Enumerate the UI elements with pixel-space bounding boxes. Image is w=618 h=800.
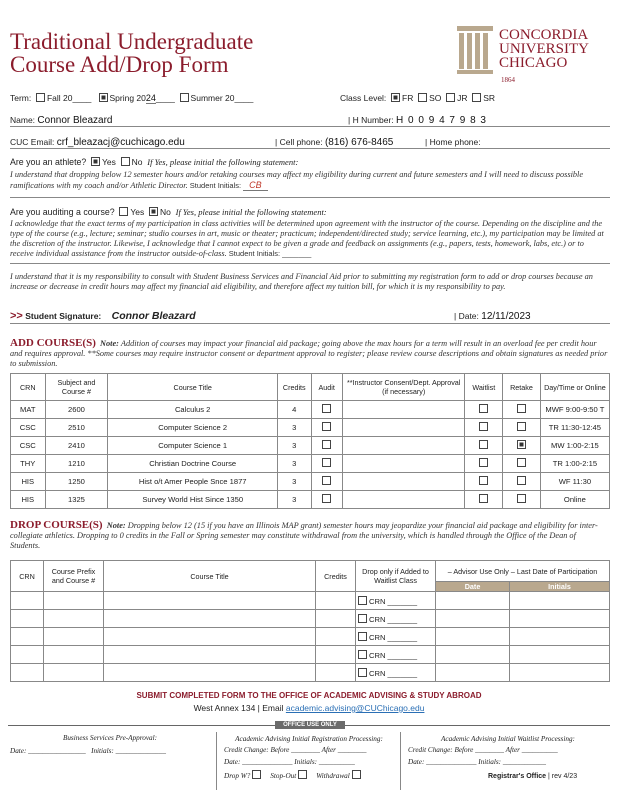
crn-cell[interactable]	[11, 610, 44, 628]
waitlist-checkbox[interactable]	[479, 494, 488, 503]
waitlist-processing-block: Academic Advising Initial Waitlist Processing: Credit Change: Before ________ After __________ Date: ______________ Initials: ____________	[408, 735, 575, 766]
signature-date[interactable]: 12/11/2023	[481, 311, 531, 322]
course-number-cell[interactable]	[44, 646, 104, 664]
course-number-cell[interactable]	[44, 610, 104, 628]
retake-cell[interactable]	[503, 491, 541, 509]
cell-value[interactable]: (816) 676-8465	[324, 137, 394, 148]
table-row	[11, 610, 610, 628]
course-number-cell[interactable]: 1210	[45, 455, 108, 473]
crn-cell[interactable]: THY	[11, 455, 46, 473]
course-number-cell[interactable]: 1325	[45, 491, 108, 509]
credits-cell[interactable]: 3	[278, 437, 312, 455]
course-title-cell[interactable]: Hist o/t Amer People Snce 1877	[108, 473, 278, 491]
athlete-yes-checkbox[interactable]	[91, 157, 100, 166]
table-row	[11, 646, 610, 664]
credits-cell[interactable]: 3	[278, 491, 312, 509]
crn-cell[interactable]: CSC	[11, 419, 46, 437]
retake-checkbox[interactable]	[517, 440, 526, 449]
waitlist-checkbox[interactable]	[479, 422, 488, 431]
credits-cell[interactable]: 3	[278, 455, 312, 473]
crn-cell[interactable]: HIS	[11, 473, 46, 491]
audit-cell[interactable]	[311, 419, 342, 437]
summer-checkbox[interactable]	[180, 93, 189, 102]
waitlist-drop-cell[interactable]	[356, 664, 436, 682]
registration-processing-block: Academic Advising Initial Registration Processing: Credit Change: Before ________ After ________ Date: ______________ Initials: __________ Drop W? Stop-Out Withdrawal	[224, 735, 383, 780]
approval-cell[interactable]	[342, 401, 465, 419]
fall-checkbox[interactable]	[36, 93, 45, 102]
waitlist-cell[interactable]	[465, 473, 503, 491]
signature-row: >> Student Signature: Connor Bleazard | Date: 12/11/2023	[10, 310, 610, 324]
crn-cell[interactable]: HIS	[11, 491, 46, 509]
day-time-cell[interactable]: TR 11:30-12:45	[540, 419, 609, 437]
h-number-value[interactable]: H 0 0 9 4 7 9 8 3	[396, 115, 487, 126]
table-row	[11, 437, 610, 455]
course-title-cell[interactable]: Computer Science 2	[108, 419, 278, 437]
divider	[10, 263, 610, 264]
athlete-question: Are you an athlete? Yes No If Yes, please initial the following statement:	[10, 157, 299, 167]
name-field: Name: Connor Bleazard	[10, 115, 113, 126]
office-use-banner: OFFICE USE ONLY	[275, 721, 345, 729]
waitlist-drop-cell[interactable]	[356, 646, 436, 664]
course-title-cell[interactable]: Christian Doctrine Course	[108, 455, 278, 473]
advisor-initials-cell[interactable]	[510, 592, 610, 610]
crn-cell[interactable]: MAT	[11, 401, 46, 419]
jr-checkbox[interactable]	[446, 93, 455, 102]
course-title-cell[interactable]	[104, 628, 316, 646]
fr-checkbox[interactable]	[391, 93, 400, 102]
waitlist-checkbox[interactable]	[479, 458, 488, 467]
university-logo: CONCORDIA UNIVERSITY CHICAGO 1864	[455, 24, 605, 84]
athlete-statement: I understand that dropping below 12 semester hours and/or retaking courses may affect my eligibility during current and future semesters and I will need to discuss possible ramifications with my coach and/or Athletic Director. Student Initials: CB	[10, 170, 584, 190]
divider	[10, 197, 610, 198]
table-row	[11, 473, 610, 491]
credits-cell[interactable]: 3	[278, 419, 312, 437]
waitlist-cell[interactable]	[465, 401, 503, 419]
credits-cell[interactable]: 4	[278, 401, 312, 419]
course-title-cell[interactable]: Calculus 2	[108, 401, 278, 419]
waitlist-cell[interactable]	[465, 419, 503, 437]
audit-cell[interactable]	[311, 491, 342, 509]
crn-cell[interactable]	[11, 592, 44, 610]
waitlist-drop-checkbox[interactable]	[358, 668, 367, 677]
divider	[400, 732, 401, 790]
retake-cell[interactable]	[503, 419, 541, 437]
advisor-date-cell[interactable]	[436, 628, 510, 646]
credits-cell[interactable]: 3	[278, 473, 312, 491]
audit-cell[interactable]	[311, 473, 342, 491]
athlete-initials[interactable]: CB	[243, 180, 268, 191]
audit-checkbox[interactable]	[322, 404, 331, 413]
auditing-statement: I acknowledge that the exact terms of my participation in class activities will be determined upon agreement with the instructor of the course. Depending on the discipline and the type of the course (e.g., lecture; seminar; studio courses in art, music or theater; practicum; independent/directed study; service learning, etc.), my participation may be limited at the discretion of the instructor. Likewise, I acknowledge that I cannot expect to be given a grade and feedback on assignments (e.g., papers, tests, homework, labs, etc.) or to receive individual assistance from the instructor outside-of-class. Student Initials: _______	[10, 219, 604, 258]
name-value[interactable]: Connor Bleazard	[37, 115, 113, 126]
email-field: CUC Email: crf_bleazacj@cuchicago.edu	[10, 137, 185, 148]
athlete-no-checkbox[interactable]	[121, 157, 130, 166]
day-time-cell[interactable]: MWF 9:00-9:50 T	[540, 401, 609, 419]
drop-note: DROP COURSE(S) Note: Dropping below 12 (15 if you have an Illinois MAP grant) semester hours may jeopardize your financial aid package and eligibility for inter-collegiate athletics. Dropping to 0 credits in the Fall or Spring semester may constitute withdrawal from the university, which is handled through the Office of the Dean of Students.	[10, 519, 598, 550]
audit-checkbox[interactable]	[322, 440, 331, 449]
add-note: ADD COURSE(S) Note: Addition of courses may impact your financial aid package; going above the max hours for a term will result in an overload fee per credit hour and requires approval. **Some courses may require instructor consent or department approval to register; please review course descriptions and obtain signatures as needed prior to submission.	[10, 337, 608, 368]
waitlist-checkbox[interactable]	[479, 404, 488, 413]
credits-cell[interactable]	[316, 628, 356, 646]
course-number-cell[interactable]: 2510	[45, 419, 108, 437]
table-row	[11, 592, 610, 610]
submit-instruction: SUBMIT COMPLETED FORM TO THE OFFICE OF ACADEMIC ADVISING & STUDY ABROAD	[136, 691, 482, 700]
credits-cell[interactable]	[316, 610, 356, 628]
waitlist-cell[interactable]	[465, 437, 503, 455]
approval-cell[interactable]	[342, 419, 465, 437]
audit-no-checkbox[interactable]	[149, 207, 158, 216]
advisor-initials-cell[interactable]	[510, 610, 610, 628]
credits-cell[interactable]	[316, 592, 356, 610]
spring-checkbox[interactable]	[99, 93, 108, 102]
course-number-cell[interactable]: 2600	[45, 401, 108, 419]
add-table-body	[11, 401, 610, 509]
waitlist-crn-label: CRN _______	[369, 596, 418, 606]
divider	[10, 126, 610, 127]
retake-cell[interactable]	[503, 401, 541, 419]
table-row	[11, 628, 610, 646]
waitlist-drop-cell[interactable]	[356, 628, 436, 646]
course-number-cell[interactable]	[44, 592, 104, 610]
h-number-field: | H Number: H 0 0 9 4 7 9 8 3	[348, 115, 487, 126]
crn-cell[interactable]: CSC	[11, 437, 46, 455]
advisor-initials-cell[interactable]	[510, 628, 610, 646]
retake-cell[interactable]	[503, 455, 541, 473]
approval-cell[interactable]	[342, 491, 465, 509]
waitlist-drop-checkbox[interactable]	[358, 614, 367, 623]
retake-checkbox[interactable]	[517, 476, 526, 485]
audit-checkbox[interactable]	[322, 422, 331, 431]
course-title-cell[interactable]	[104, 610, 316, 628]
day-time-cell[interactable]: WF 11:30	[540, 473, 609, 491]
table-row	[11, 664, 610, 682]
day-time-cell[interactable]: MW 1:00-2:15	[540, 437, 609, 455]
day-time-cell[interactable]: Online	[540, 491, 609, 509]
business-services-block: Business Services Pre-Approval: Date: ________________ Initials: ______________	[10, 734, 166, 755]
waitlist-cell[interactable]	[465, 455, 503, 473]
retake-checkbox[interactable]	[517, 458, 526, 467]
course-title-cell[interactable]	[104, 592, 316, 610]
columns-logo-icon	[455, 26, 495, 76]
stop-out-checkbox[interactable]	[298, 770, 307, 779]
retake-checkbox[interactable]	[517, 422, 526, 431]
advising-email-link[interactable]: academic.advising@CUChicago.edu	[285, 703, 425, 713]
table-row	[11, 455, 610, 473]
approval-cell[interactable]	[342, 473, 465, 491]
crn-cell[interactable]	[11, 628, 44, 646]
waitlist-checkbox[interactable]	[479, 440, 488, 449]
table-row	[11, 419, 610, 437]
audit-checkbox[interactable]	[322, 458, 331, 467]
waitlist-crn-label: CRN _______	[369, 614, 418, 624]
auditing-question: Are you auditing a course? Yes No If Yes, please initial the following statement:	[10, 207, 327, 217]
credits-cell[interactable]	[316, 664, 356, 682]
waitlist-cell[interactable]	[465, 491, 503, 509]
spring-year[interactable]: 24	[145, 93, 156, 103]
waitlist-drop-checkbox[interactable]	[358, 596, 367, 605]
advisor-date-cell[interactable]	[436, 610, 510, 628]
course-title-cell[interactable]	[104, 646, 316, 664]
course-title-cell[interactable]: Computer Science 1	[108, 437, 278, 455]
audit-checkbox[interactable]	[322, 476, 331, 485]
audit-cell[interactable]	[311, 455, 342, 473]
advisor-initials-cell[interactable]	[510, 646, 610, 664]
audit-initials[interactable]: Student Initials: _______	[228, 249, 312, 258]
add-courses-table	[10, 373, 610, 509]
cell-field: | Cell phone: (816) 676-8465	[275, 137, 394, 148]
withdrawal-checkbox[interactable]	[352, 770, 361, 779]
course-title-cell[interactable]	[104, 664, 316, 682]
waitlist-crn-label: CRN _______	[369, 650, 418, 660]
divider	[216, 732, 217, 790]
credits-cell[interactable]	[316, 646, 356, 664]
course-number-cell[interactable]	[44, 664, 104, 682]
drop-w-checkbox[interactable]	[252, 770, 261, 779]
table-row	[11, 491, 610, 509]
retake-checkbox[interactable]	[517, 494, 526, 503]
course-number-cell[interactable]: 2410	[45, 437, 108, 455]
responsibility-statement: I understand that it is my responsibility to consult with Student Business Services and Financial Aid prior to submitting my registration form to add or drop courses because an increase or decrease in credit hours may affect my financial aid eligibility, and therefore affect my tuition bill, for which it is my responsibility to pay.	[10, 272, 593, 291]
day-time-cell[interactable]: TR 1:00-2:15	[540, 455, 609, 473]
waitlist-crn-label: CRN _______	[369, 668, 418, 678]
waitlist-drop-checkbox[interactable]	[358, 632, 367, 641]
registrar-footer: Registrar's Office | rev 4/23	[488, 773, 578, 780]
course-title-cell[interactable]: Survey World Hist Since 1350	[108, 491, 278, 509]
add-table-header: CRN Subject and Course # Course Title Credits Audit **Instructor Consent/Dept. Approval (if necessary) Waitlist Retake Day/Time or Online	[11, 374, 610, 401]
drop-table-body	[11, 592, 610, 682]
class-level-row: Class Level: FR SO JR SR	[340, 93, 496, 103]
sr-checkbox[interactable]	[472, 93, 481, 102]
office-address: West Annex 134 | Email academic.advising@CUChicago.edu	[193, 703, 425, 713]
signature-value[interactable]: Connor Bleazard	[111, 310, 196, 322]
form-title: Traditional Undergraduate Course Add/Drop Form	[10, 29, 254, 77]
waitlist-drop-checkbox[interactable]	[358, 650, 367, 659]
retake-checkbox[interactable]	[517, 404, 526, 413]
audit-yes-checkbox[interactable]	[119, 207, 128, 216]
so-checkbox[interactable]	[418, 93, 427, 102]
crn-cell[interactable]	[11, 664, 44, 682]
advisor-initials-cell[interactable]	[510, 664, 610, 682]
advisor-date-cell[interactable]	[436, 646, 510, 664]
audit-cell[interactable]	[311, 437, 342, 455]
waitlist-crn-label: CRN _______	[369, 632, 418, 642]
audit-cell[interactable]	[311, 401, 342, 419]
home-phone-field: | Home phone:	[425, 137, 481, 147]
retake-cell[interactable]	[503, 437, 541, 455]
term-row: Term: Fall 20____ Spring 2024____ Summer 20____	[10, 93, 254, 103]
waitlist-drop-cell[interactable]	[356, 610, 436, 628]
table-row	[11, 401, 610, 419]
waitlist-checkbox[interactable]	[479, 476, 488, 485]
crn-cell[interactable]	[11, 646, 44, 664]
waitlist-drop-cell[interactable]	[356, 592, 436, 610]
divider	[10, 148, 610, 149]
course-number-cell[interactable]: 1250	[45, 473, 108, 491]
audit-checkbox[interactable]	[322, 494, 331, 503]
retake-cell[interactable]	[503, 473, 541, 491]
approval-cell[interactable]	[342, 437, 465, 455]
approval-cell[interactable]	[342, 455, 465, 473]
course-number-cell[interactable]	[44, 628, 104, 646]
advisor-date-cell[interactable]	[436, 592, 510, 610]
advisor-date-cell[interactable]	[436, 664, 510, 682]
drop-courses-table: CRN Course Prefix and Course # Course Title Credits Drop only if Added to Waitlist Class – Advisor Use Only – Last Date of Participation Date Initials CRN _______ CRN _______ CRN _______ CRN _______ CRN _______	[10, 560, 610, 682]
email-value[interactable]: crf_bleazacj@cuchicago.edu	[56, 137, 185, 148]
